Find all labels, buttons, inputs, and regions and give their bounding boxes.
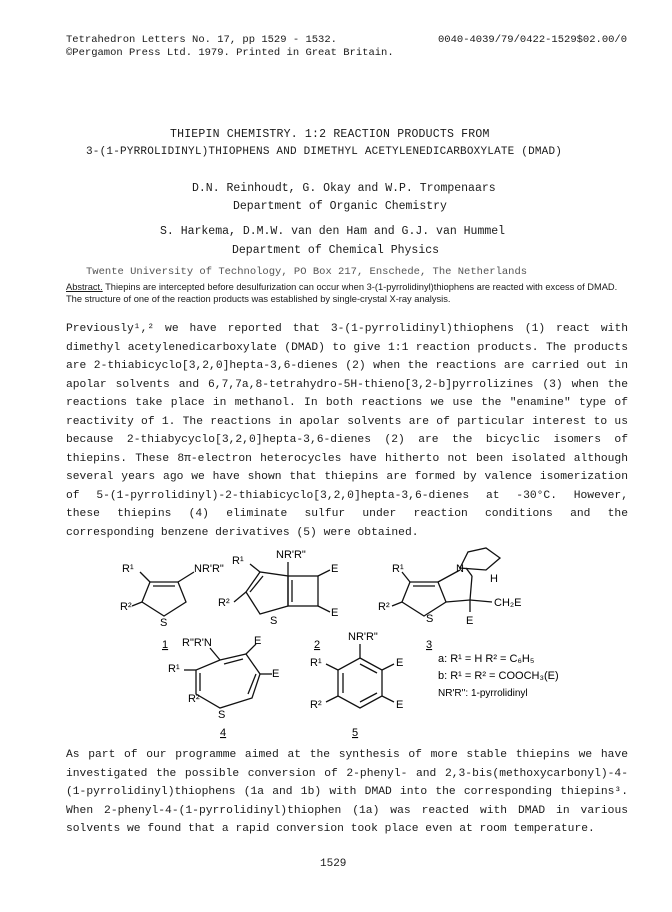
s4-e2: E xyxy=(272,668,280,680)
s1-r1: R¹ xyxy=(122,563,134,575)
structure-5 xyxy=(326,644,394,708)
paragraph-2-text: As part of our programme aimed at the synthesis of more stable thiepins we have investigated the possible conversion of 2-phenyl- and 2,3-bis(methoxycarbonyl)-4-(1-pyrrolidinyl)thiophens (1a and 1b) with DMAD into the corresponding thiepins³. When 2-phenyl-4-(1-pyrrolidinyl)thiophen (1a) was reacted with DMAD in various solvents we found that a rapid conversion took place even at room temperature. xyxy=(66,749,628,835)
s5-r2: R² xyxy=(310,699,322,711)
page-number: 1529 xyxy=(320,858,347,870)
publisher-line: ©Pergamon Press Ltd. 1979. Printed in Great Britain. xyxy=(66,47,394,59)
title-line-1: THIEPIN CHEMISTRY. 1:2 REACTION PRODUCTS FROM xyxy=(170,128,490,141)
s3-h: H xyxy=(490,573,498,585)
s1-nrr: NR'R" xyxy=(194,563,224,575)
authors-group-1: D.N. Reinhoudt, G. Okay and W.P. Trompenaars xyxy=(192,182,496,195)
s3-r2: R² xyxy=(378,601,390,613)
s4-e1: E xyxy=(254,635,262,647)
s4-s: S xyxy=(218,709,226,721)
structure-3 xyxy=(392,548,500,616)
s2-e1: E xyxy=(331,563,339,575)
paragraph-1-text: Previously¹,² we have reported that 3-(1-pyrrolidinyl)thiophens (1) react with dimethyl acetylenedicarboxylate (DMAD) to give 1:1 reaction products. The products are 2-thiabicyclo[3,2,0]hepta-3,6-dienes (2) when the reactions are carried out in apolar solvents and 6,7,7a,8-tetrahydro-5H-thieno[3,2-b]pyrrolizines (3) when the reactions take place in methanol. In both reactions we use the "enamine" type of reactivity of 1. The reactions in apolar solvents are of particular interest to us because 2-thiabycyclo[3,2,0]hepta-3,6-dienes (2) are the bicyclic isomers of thiepins. These 8π-electron heterocycles have hitherto not been isolated although several years ago we have shown that thiepins are formed by valence isomerization of 5-(1-pyrrolidinyl)-2-thiabicyclo[3,2,0]hepta-3,6-dienes at -30°C. However, these thiepins (4) eliminate sulfur under reaction conditions and the corresponding benzene derivatives (5) were obtained. xyxy=(66,323,628,539)
abstract xyxy=(66,281,626,305)
department-1: Department of Organic Chemistry xyxy=(233,200,447,213)
chemical-structures xyxy=(120,540,620,740)
s3-r1: R¹ xyxy=(392,563,404,575)
authors-group-2: S. Harkema, D.M.W. van den Ham and G.J. van Hummel xyxy=(160,225,506,238)
s2-e2: E xyxy=(331,607,339,619)
article-code: 0040-4039/79/0422-1529$02.00/0 xyxy=(438,34,628,46)
s4-rrn: R"R'N xyxy=(182,637,212,649)
university-address: Twente University of Technology, PO Box 217, Enschede, The Netherlands xyxy=(86,266,528,278)
s1-r2: R² xyxy=(120,601,132,613)
s2-r2: R² xyxy=(218,597,230,609)
paragraph-2 xyxy=(66,746,628,839)
s2-r1: R¹ xyxy=(232,555,244,567)
s5-e1: E xyxy=(396,657,404,669)
s1-s: S xyxy=(160,617,168,629)
title-line-2: 3-(1-PYRROLIDINYL)THIOPHENS AND DIMETHYL ACETYLENEDICARBOXYLATE (DMAD) xyxy=(86,146,563,158)
legend-a: a: R¹ = H R² = C₆H₅ xyxy=(438,653,535,665)
abstract-label: Abstract. xyxy=(66,282,103,292)
structure-2 xyxy=(234,562,330,614)
s5-nrr: NR'R" xyxy=(348,631,378,643)
abstract-text: Thiepins are intercepted before desulfurization can occur when 3-(1-pyrrolidinyl)thiophens are reacted with excess of DMAD. The structure of one of the reaction products was established by single-crystal X-ray analysis. xyxy=(66,282,618,304)
s3-e: E xyxy=(466,615,474,627)
s2-nrr: NR'R" xyxy=(276,549,306,561)
s4-r1: R¹ xyxy=(168,663,180,675)
s3-ch2e: CH₂E xyxy=(494,597,522,609)
label-4: 4 xyxy=(220,727,227,739)
label-2: 2 xyxy=(314,639,321,651)
s5-e2: E xyxy=(396,699,404,711)
legend-c: NR'R'': 1-pyrrolidinyl xyxy=(438,688,528,699)
structure-1 xyxy=(132,572,194,616)
label-3: 3 xyxy=(426,639,433,651)
label-1: 1 xyxy=(162,639,169,651)
legend-b: b: R¹ = R² = COOCH₃(E) xyxy=(438,670,559,682)
s2-s: S xyxy=(270,615,278,627)
journal-line: Tetrahedron Letters No. 17, pp 1529 - 1532. xyxy=(66,34,337,46)
paragraph-1 xyxy=(66,320,628,542)
s5-r1: R¹ xyxy=(310,657,322,669)
s4-r2: R² xyxy=(188,693,200,705)
label-5: 5 xyxy=(352,727,359,739)
department-2: Department of Chemical Physics xyxy=(232,244,440,257)
s3-s: S xyxy=(426,613,434,625)
s3-n: N xyxy=(456,563,464,575)
